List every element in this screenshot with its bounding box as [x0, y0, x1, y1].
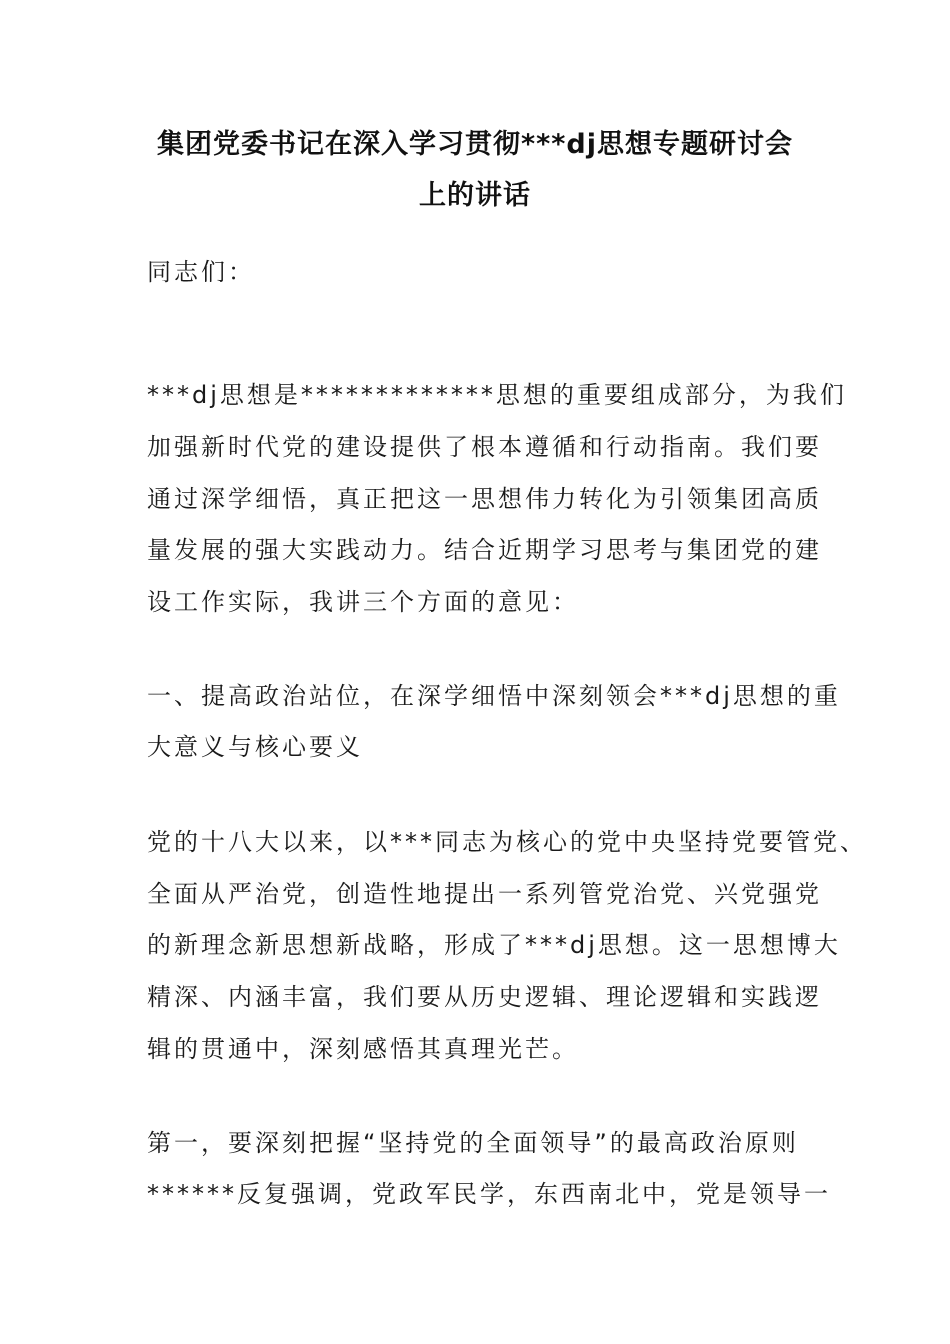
paragraph-2-line-1: 党的十八大以来，以***同志为核心的党中央坚持党要管党、	[147, 828, 867, 856]
salutation: 同志们：	[147, 258, 255, 286]
paragraph-3-line-2: ******反复强调，党政军民学，东西南北中，党是领导一	[147, 1180, 831, 1208]
paragraph-3-line-1: 第一，要深刻把握“坚持党的全面领导”的最高政治原则	[147, 1129, 799, 1157]
paragraph-2-line-3: 的新理念新思想新战略，形成了***dj思想。这一思想博大	[147, 931, 841, 959]
paragraph-1-line-2: 加强新时代党的建设提供了根本遵循和行动指南。我们要	[147, 433, 822, 461]
paragraph-2-line-5: 辑的贯通中，深刻感悟其真理光芒。	[147, 1035, 579, 1063]
paragraph-1-line-1: ***dj思想是*************思想的重要组成部分，为我们	[147, 381, 847, 409]
paragraph-1-line-5: 设工作实际，我讲三个方面的意见：	[147, 588, 579, 616]
document-title-line-1: 集团党委书记在深入学习贯彻***dj思想专题研讨会	[157, 129, 793, 160]
paragraph-1-line-4: 量发展的强大实践动力。结合近期学习思考与集团党的建	[147, 536, 822, 564]
paragraph-2-line-4: 精深、内涵丰富，我们要从历史逻辑、理论逻辑和实践逻	[147, 983, 822, 1011]
paragraph-1-line-3: 通过深学细悟，真正把这一思想伟力转化为引领集团高质	[147, 485, 822, 513]
heading-1-line-1: 一、提高政治站位，在深学细悟中深刻领会***dj思想的重	[147, 682, 841, 710]
paragraph-2-line-2: 全面从严治党，创造性地提出一系列管党治党、兴党强党	[147, 880, 822, 908]
heading-1-line-2: 大意义与核心要义	[147, 733, 363, 761]
document-title-line-2: 上的讲话	[419, 180, 531, 211]
